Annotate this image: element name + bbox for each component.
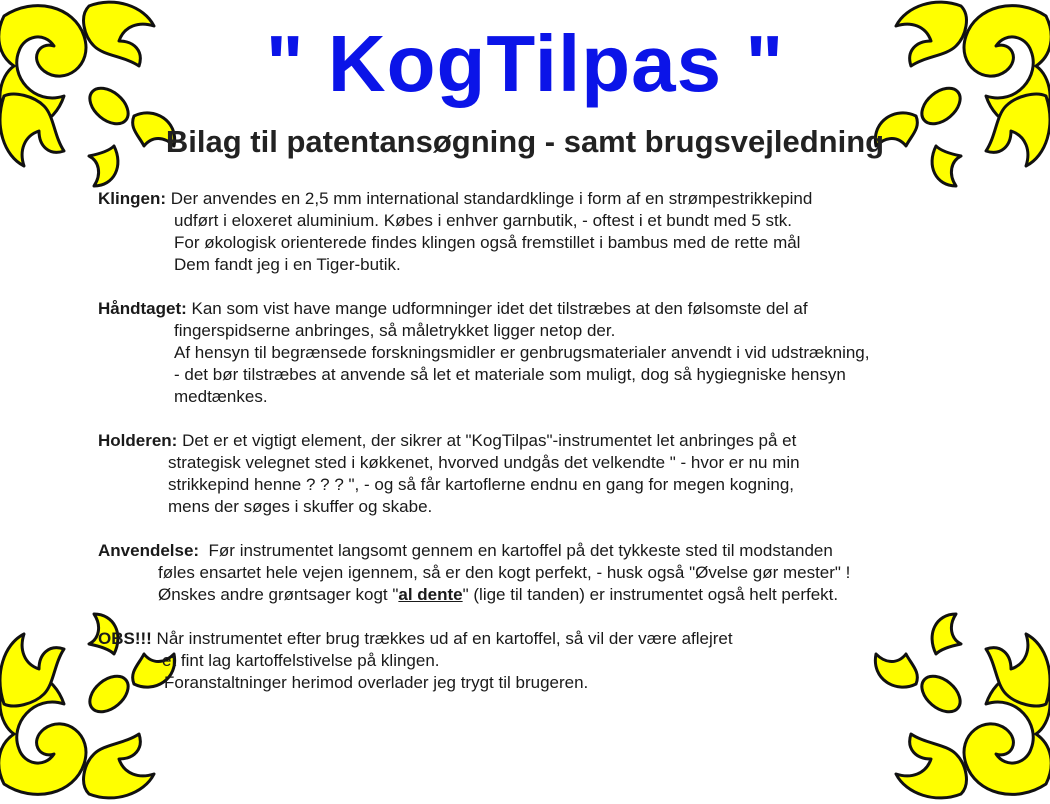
section-line: Foranstaltninger herimod overlader jeg trygt til brugeren. [164,673,589,692]
section-anvendelse [98,540,998,606]
section-klingen [98,188,998,276]
section-line: Af hensyn til begrænsede forskningsmidler er genbrugsmaterialer anvendt i vid udstrækning, [174,343,870,362]
section-line: mens der søges i skuffer og skabe. [168,497,433,516]
section-obs [98,628,998,694]
line-text: " (lige til tanden) er instrumentet også helt perfekt. [462,585,839,604]
section-line: føles ensartet hele vejen igennem, så er den kogt perfekt, - husk også "Øvelse gør mester" ! [158,563,851,582]
section-text: Kan som vist have mange udformninger idet det tilstræbes at den følsomste del af [186,299,808,318]
section-line: medtænkes. [174,387,268,406]
section-label: OBS!!! [98,629,152,648]
section-label: Håndtaget: [98,299,187,318]
section-text: Når instrumentet efter brug trækkes ud af en kartoffel, så vil der være aflejret [151,629,733,648]
section-line: udført i eloxeret aluminium. Købes i enhver garnbutik, - oftest i et bundt med 5 stk. [174,211,792,230]
section-line: For økologisk orienterede findes klingen også fremstillet i bambus med de rette mål [174,233,801,252]
section-text: Før instrumentet langsomt gennem en kartoffel på det tykkeste sted til modstanden [199,541,833,560]
section-line: strikkepind henne ? ? ? ", - og så får kartoflerne endnu en gang for megen kogning, [168,475,794,494]
al-dente-emphasis: al dente [398,585,463,604]
line-text: Ønskes andre grøntsager kogt " [158,585,399,604]
section-first-line [98,430,998,452]
section-label: Holderen: [98,431,178,450]
section-haandtaget [98,298,998,408]
section-text: Det er et vigtigt element, der sikrer at "KogTilpas"-instrumentet let anbringes på et [177,431,797,450]
section-first-line [98,188,998,210]
page-title: " KogTilpas " [265,19,785,108]
section-line: - det bør tilstræbes at anvende så let et materiale som muligt, dog så hygiegniske hensyn [174,365,846,384]
section-first-line [98,540,998,562]
section-line: fingerspidserne anbringes, så måletrykket ligger netop der. [174,321,616,340]
section-line: Dem fandt jeg i en Tiger-butik. [174,255,401,274]
section-line [98,584,998,606]
page-subtitle: Bilag til patentansøgning - samt brugsvejledning [165,124,885,159]
section-holderen [98,430,998,518]
section-line: et fint lag kartoffelstivelse på klingen. [162,651,440,670]
section-first-line [98,628,998,650]
section-first-line [98,298,998,320]
section-text: Der anvendes en 2,5 mm international standardklinge i form af en strømpestrikkepind [166,189,813,208]
section-label: Anvendelse: [98,541,200,560]
section-label: Klingen: [98,189,166,208]
section-line: strategisk velegnet sted i køkkenet, hvorved undgås det velkendte " - hvor er nu min [168,453,800,472]
document-body [98,188,998,716]
